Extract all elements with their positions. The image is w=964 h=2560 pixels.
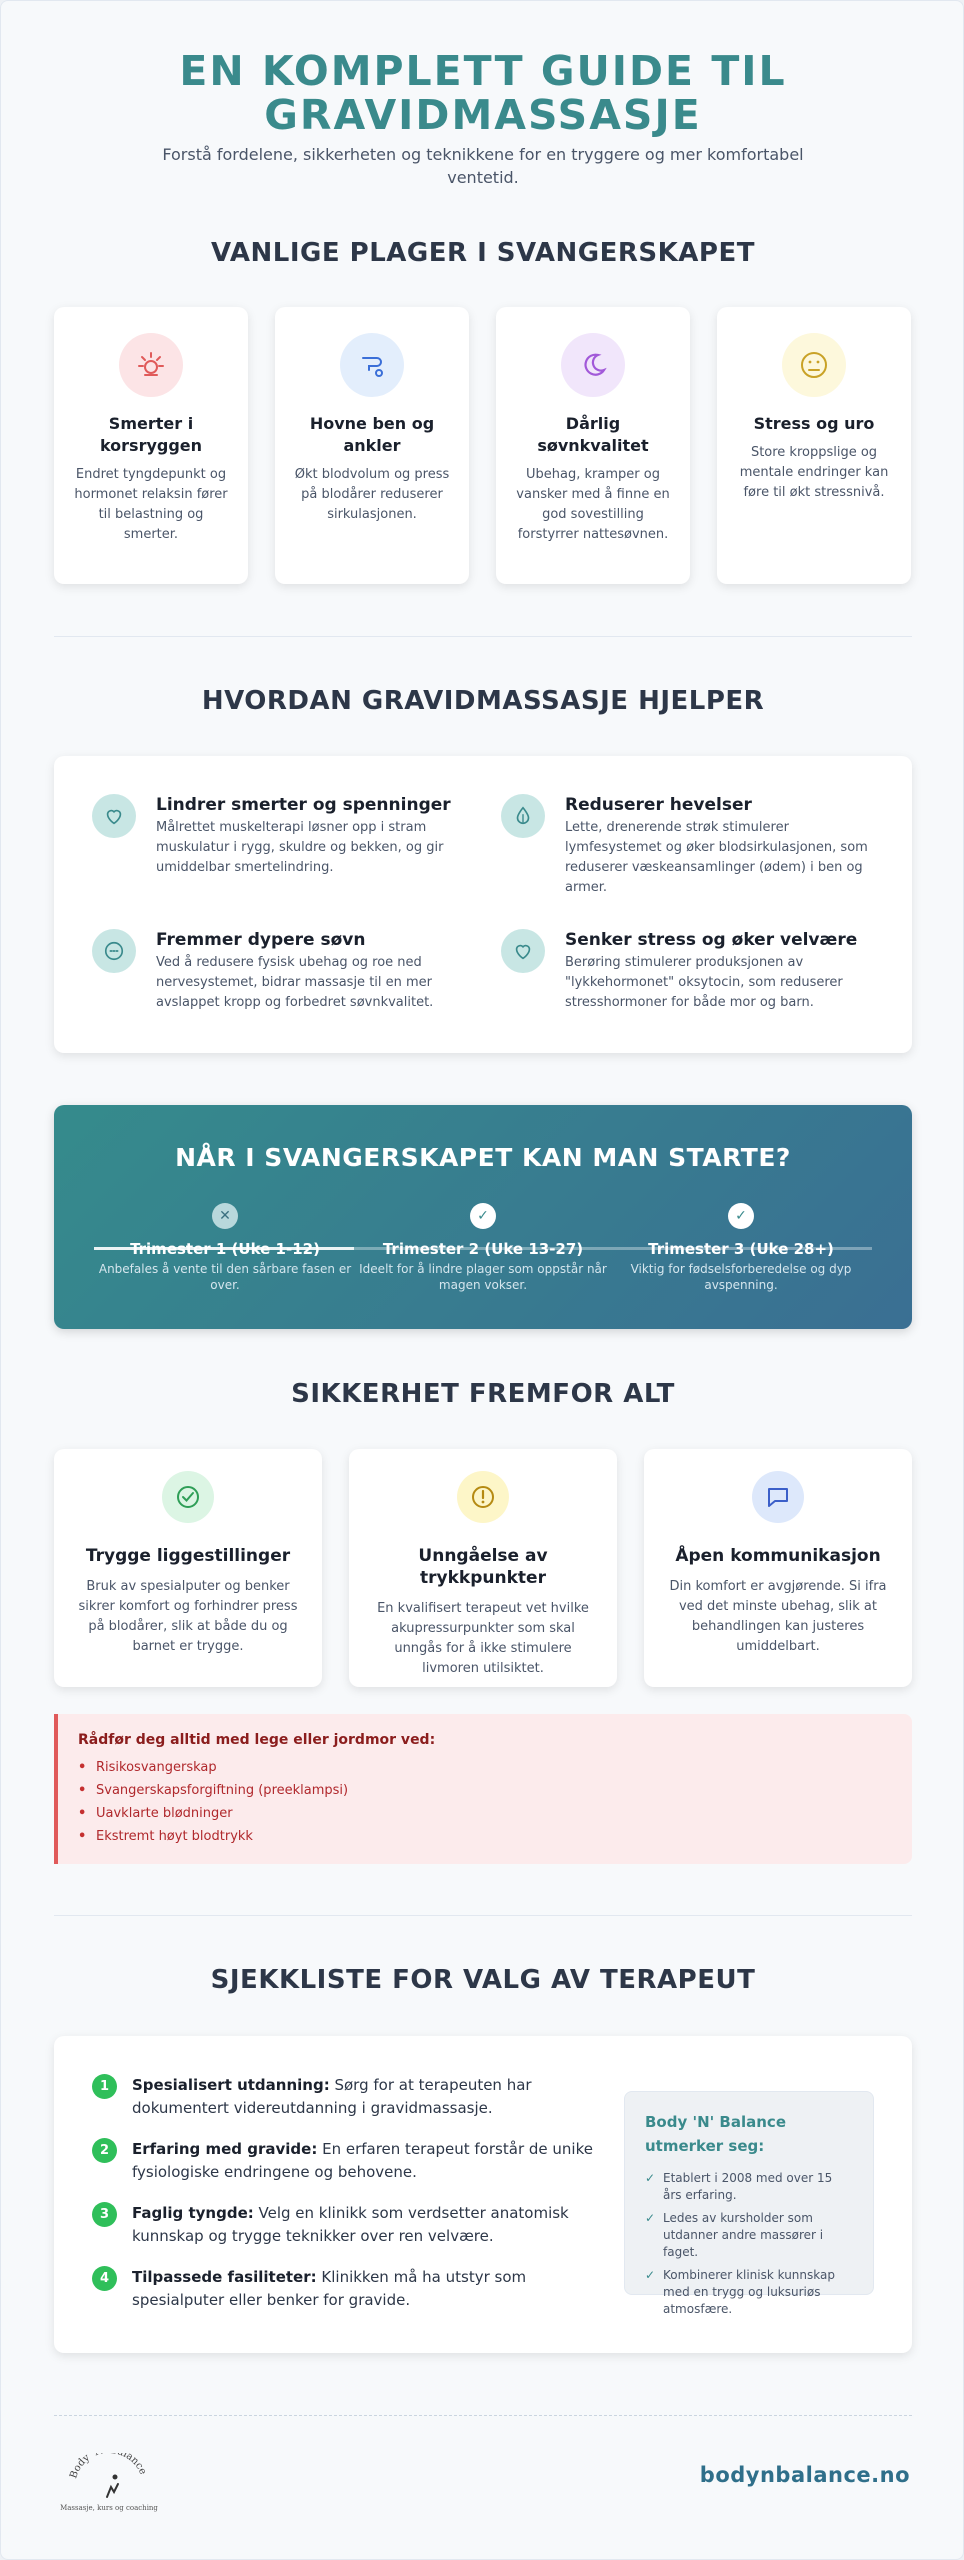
checklist-desc: Velg en klinikk som verdsetter anatomisk kunnskap og trygge teknikker over ren velvære. [132, 2204, 569, 2245]
checklist-text [132, 2202, 612, 2248]
help-text: Målrettet muskelterapi løsner opp i stram muskulatur i rygg, skuldre og bekken, og gir umiddelbar smertelindring. [156, 820, 444, 875]
ailment-text: Endret tyngdepunkt og hormonet relaksin fører til belastning og smerter. [74, 467, 228, 542]
sleep-face-icon [92, 929, 136, 973]
heart-icon [501, 929, 545, 973]
help-item-pain [92, 794, 462, 878]
safety-card-pressure-points [349, 1449, 617, 1687]
step-number-badge: 1 [92, 2074, 117, 2099]
checklist-desc: En erfaren terapeut forstår de unike fysiologiske endringene og behovene. [132, 2140, 593, 2181]
help-item-swelling [501, 794, 871, 898]
section-divider [54, 636, 912, 637]
ailment-title: Stress og uro [753, 414, 875, 433]
checklist-item [92, 2266, 612, 2312]
check-icon: ✓ [645, 2171, 656, 2185]
help-title: Senker stress og øker velvære [565, 930, 858, 950]
help-title: Fremmer dypere søvn [156, 930, 366, 950]
help-item-stress [501, 929, 871, 1013]
step-number-badge: 4 [92, 2266, 117, 2291]
help-title: Lindrer smerter og spenninger [156, 795, 451, 815]
brand-highlight-item [645, 2267, 853, 2318]
cross-icon: ✕ [212, 1203, 238, 1229]
help-text: Berøring stimulerer produksjonen av "lykkehormonet" oksytocin, som reduserer stresshormoner for både mor og barn. [565, 955, 843, 1010]
timeline-step-trimester-1 [96, 1203, 354, 1293]
timeline-step-trimester-2 [354, 1203, 612, 1293]
brand-highlight-box [624, 2091, 874, 2316]
checklist-desc: Sørg for at terapeuten har dokumentert videreutdanning i gravidmassasje. [132, 2076, 532, 2117]
brand-logo[interactable] [57, 2453, 161, 2513]
heart-icon [92, 794, 136, 838]
help-title: Reduserer hevelser [565, 795, 752, 815]
brand-highlight-text: Kombinerer klinisk kunnskap med en trygg og luksuriøs atmosfære. [663, 2268, 835, 2316]
footer-divider [54, 2415, 912, 2416]
warning-icon [457, 1471, 509, 1523]
page-title-line-1: EN KOMPLETT GUIDE TIL [179, 47, 787, 95]
sore-back-icon [119, 333, 183, 397]
warning-item: • Uavklarte blødninger [78, 1802, 892, 1825]
logo-tagline: Massasje, kurs og coaching [60, 2504, 158, 2512]
safety-card-positions [54, 1449, 322, 1687]
checklist-label: Erfaring med gravide: [132, 2140, 318, 2158]
ailment-card-back-pain [54, 307, 248, 584]
checklist-text [132, 2074, 612, 2120]
timeline-step-desc: Viktig for fødselsforberedelse og dyp avspenning. [630, 1262, 852, 1292]
warning-list [78, 1756, 892, 1848]
page-title [1, 49, 964, 137]
timeline-step-desc: Ideelt for å lindre plager som oppstår når magen vokser. [359, 1262, 607, 1292]
safety-text: En kvalifisert terapeut vet hvilke akupressurpunkter som skal unngås for å ikke stimulere livmoren utilsiktet. [377, 1601, 589, 1676]
safety-heading: SIKKERHET FREMFOR ALT [291, 1379, 675, 1409]
ailment-title: Dårlig søvnkvalitet [537, 414, 649, 455]
brand-highlight-text: Etablert i 2008 med over 15 års erfaring. [663, 2171, 833, 2202]
checklist-desc: Klinikken må ha utstyr som spesialputer eller benker for gravide. [132, 2268, 527, 2309]
check-circle-icon [162, 1471, 214, 1523]
safety-card-communication [644, 1449, 912, 1687]
page-title-line-2: GRAVIDMASSASJE [264, 91, 702, 139]
ailment-title: Hovne ben og ankler [309, 414, 435, 455]
warning-item: • Svangerskapsforgiftning (preeklampsi) [78, 1779, 892, 1802]
timeline-step-name: Trimester 2 (Uke 13-27) [382, 1240, 584, 1258]
swollen-leg-icon [340, 333, 404, 397]
safety-text: Bruk av spesialputer og benker sikrer komfort og forhindrer press på blodårer, slik at både du og barnet er trygge. [78, 1579, 298, 1654]
helps-heading: HVORDAN GRAVIDMASSASJE HJELPER [201, 686, 765, 716]
ailment-card-stress [717, 307, 911, 584]
warning-title: Rådfør deg alltid med lege eller jordmor ved: [78, 1732, 436, 1748]
step-number-badge: 2 [92, 2138, 117, 2163]
checklist-heading: SJEKKLISTE FOR VALG AV TERAPEUT [210, 1965, 756, 1995]
ailment-title: Smerter i korsryggen [99, 414, 203, 455]
medical-warning-box [54, 1714, 912, 1864]
ailment-card-sleep [496, 307, 690, 584]
step-number-badge: 3 [92, 2202, 117, 2227]
checklist-item [92, 2202, 612, 2248]
brand-highlight-text: Ledes av kursholder som utdanner andre massører i faget. [663, 2211, 824, 2259]
check-icon: ✓ [645, 2268, 656, 2282]
droplet-icon [501, 794, 545, 838]
help-text: Ved å redusere fysisk ubehag og roe ned nervesystemet, bidrar massasje til en mer avslappet kropp og forbedret søvnkvalitet. [156, 955, 434, 1010]
ailment-text: Ubehag, kramper og vansker med å finne en god sovestilling forstyrrer nattesøvnen. [516, 467, 670, 542]
checklist-item [92, 2138, 612, 2184]
trimester-timeline [54, 1105, 912, 1329]
timeline-step-desc: Anbefales å vente til den sårbare fasen er over. [98, 1262, 352, 1292]
ailment-text: Økt blodvolum og press på blodårer reduserer sirkulasjonen. [294, 467, 450, 522]
brand-highlight-item [645, 2170, 853, 2204]
helps-panel [54, 756, 912, 1053]
section-divider [54, 1915, 912, 1916]
ailment-text: Store kroppslige og mentale endringer kan føre til økt stressnivå. [739, 445, 889, 500]
ailments-heading: VANLIGE PLAGER I SVANGERSKAPET [211, 238, 755, 268]
safety-title: Unngåelse av trykkpunkter [418, 1546, 548, 1588]
website-link[interactable]: bodynbalance.no [699, 2463, 910, 2487]
warning-item: • Ekstremt høyt blodtrykk [78, 1825, 892, 1848]
brand-highlight-title: Body 'N' Balance utmerker seg: [645, 2113, 786, 2155]
moon-icon [561, 333, 625, 397]
checklist-label: Tilpassede fasiliteter: [132, 2268, 317, 2286]
chat-icon [752, 1471, 804, 1523]
timeline-step-name: Trimester 1 (Uke 1-12) [130, 1240, 320, 1258]
checklist-text [132, 2138, 612, 2184]
checklist-text [132, 2266, 612, 2312]
neutral-face-icon [782, 333, 846, 397]
page-subtitle: Forstå fordelene, sikkerheten og teknikkene for en tryggere og mer komfortabel ventetid. [162, 145, 804, 187]
brand-highlight-list [645, 2170, 853, 2318]
svg-text:Body 'N' Balance [68, 2453, 148, 2480]
checklist-label: Spesialisert utdanning: [132, 2076, 330, 2094]
help-item-sleep [92, 929, 462, 1013]
safety-title: Trygge liggestillinger [85, 1546, 291, 1566]
checklist-label: Faglig tyngde: [132, 2204, 254, 2222]
check-icon: ✓ [728, 1203, 754, 1229]
warning-item: • Risikosvangerskap [78, 1756, 892, 1779]
ailment-card-swelling [275, 307, 469, 584]
safety-text: Din komfort er avgjørende. Si ifra ved det minste ubehag, slik at behandlingen kan justeres umiddelbart. [669, 1579, 887, 1654]
check-icon: ✓ [645, 2211, 656, 2225]
checklist-item [92, 2074, 612, 2120]
timeline-step-name: Trimester 3 (Uke 28+) [648, 1240, 834, 1258]
check-icon: ✓ [470, 1203, 496, 1229]
logo-name: Body ' lance [68, 2453, 149, 2481]
safety-title: Åpen kommunikasjon [675, 1546, 881, 1566]
checklist-panel [54, 2036, 912, 2353]
brand-highlight-item [645, 2210, 853, 2261]
timeline-heading: NÅR I SVANGERSKAPET KAN MAN STARTE? [175, 1143, 791, 1172]
timeline-step-trimester-3 [612, 1203, 870, 1293]
help-text: Lette, drenerende strøk stimulerer lymfesystemet og øker blodsirkulasjonen, som reduserer væskeansamlinger (ødem) i ben og armer. [565, 820, 868, 895]
